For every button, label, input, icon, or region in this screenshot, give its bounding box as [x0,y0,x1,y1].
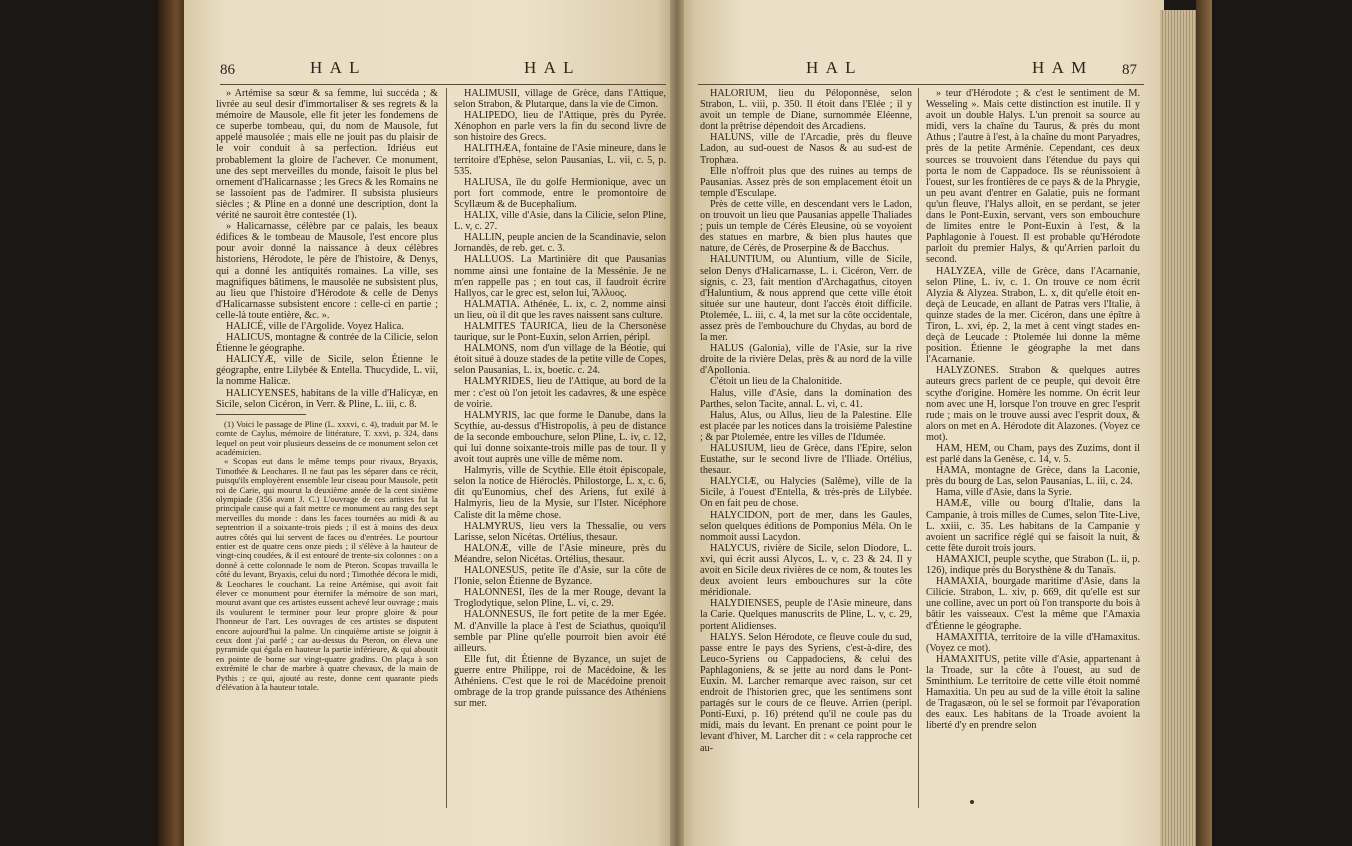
paragraph: HALMYRIDES, lieu de l'Attique, au bord de la mer : c'est où l'on jetoit les cadavres, & une espèce de voirie. [454,376,666,410]
paragraph: Près de cette ville, en descendant vers le Ladon, on trouvoit un lieu que Pausanias appelle Thaliades ; puis un temple de Cérès Eleusine, où se voyoient des statues en marbre, & bien plus hautes que nature, de Cérès, de Proserpine & de Bacchus. [700,198,912,255]
paragraph: HALYDIENSES, peuple de l'Asie mineure, dans la Carie. Quelques manuscrits de Pline, L. v, c. 29, portent Alidienses. [700,598,912,632]
paragraph: Elle n'offroit plus que des ruines au temps de Pausanias. Assez près de son emplacement étoit un temple d'Esculape. [700,165,912,199]
paragraph: C'étoit un lieu de la Chalonitide. [710,376,842,388]
paragraph: HALLUOS. La Martinière dit que Pausanias nomme ainsi une fontaine de la Messénie. Je ne m'en rappelle pas ; en tout cas, il faudroit écrire Hallyos, car le grec est, selon lui, Ἅλλυος. [454,254,666,299]
paragraph: Halmyris, ville de Scythie. Elle étoit épiscopale, selon la notice de Hiéroclès. Philostorge, L. x, c. 6, dit qu'Eunomius, chef des Ariens, fut exilé à Halmyris, lieu de la Mysie, sur l'Ister. Nicéphore Caliste dit la même chose. [454,465,666,521]
right-page-column-2 [926,88,1140,808]
paragraph: HALMATIA. Athénée, L. ix, c. 2, nomme ainsi un lieu, où il dit que les raves naissent sans culture. [454,298,666,321]
paragraph: HALMYRIS, lac que forme le Danube, dans la Scythie, au-dessus d'Histropolis, à peu de distance de la seconde embouchure, selon Pline, L. iv, c. 12, qui lui donne soixante-trois mille pas de tour. Il y avoit tout auprès une ville de même nom. [454,409,666,466]
paragraph: HALYCIÆ, ou Halycies (Salême), ville de la Sicile, à l'ouest d'Entella, & très-près de Lilybée. On en fait peu de chose. [700,476,912,510]
footnote-rule [216,414,306,415]
page-number: 86 [220,62,235,78]
page-edges [1160,10,1196,846]
paragraph: HALICUS, montagne & contrée de la Cilicie, selon Étienne le géographe. [216,332,438,355]
paragraph: HALUS (Galonia), ville de l'Asie, sur la rive droite de la rivière Delas, près & au nord de la ville d'Apollonia. [700,343,912,377]
paragraph: HALIMUSII, village de Grèce, dans l'Attique, selon Strabon, & Plutarque, dans la vie de Cimon. [454,88,666,111]
paragraph: HALICYENSES, habitans de la ville d'Halicyæ, en Sicile, selon Cicéron, in Verr. & Pline, L. iii, c. 8. [216,387,438,410]
right-page-column-1 [700,88,912,808]
page-speck [970,800,974,804]
left-page-column-1 [216,88,438,808]
paragraph: HAMÆ, ville ou bourg d'Italie, dans la Campanie, à trois milles de Cumes, selon Tite-Live, L. xxiii, c. 35. Les habitans de la Campanie y avoient un sacrifice réglé qui se faisoit la nuit, & cette fête duroit trois jours. [926,498,1140,554]
paragraph: Elle fut, dit Étienne de Byzance, un sujet de guerre entre Philippe, roi de Macédoine, & les Athéniens. C'est que le roi de Macédoine prenoit ombrage de la trop grande puissance des Athéniens sur mer. [454,653,666,710]
column-divider [918,88,919,808]
paragraph: HALONÆ, ville de l'Asie mineure, près du Méandre, selon Nicétas. Ortélius, thesaur. [454,542,666,565]
column-divider [446,88,447,808]
paragraph: HALICÉ, ville de l'Argolide. Voyez Halica. [226,320,404,332]
paragraph: » teur d'Hérodote ; & c'est le sentiment de M. Wesseling ». Mais cette distinction est inutile. Il y avoit un double Halys. L'un prenoit sa source au midi, vers la chaîne du Taurus, & près du mont Athus ; l'autre à l'est, à la chaîne du mont Paryadres, près de la petite Arménie. Cependant, ces deux sources se trouvoient dans l'étendue du pays qui porta le nom de Cappadoce. Ils se réunissoient à l'ouest, sur les frontières de ce pays & de la Phrygie, un peu avant d'entrer en Galatie, puis ne formant qu'un fleuve, l'Halys alloit, en se perdant, se jeter dans le Pont-Euxin, servant, vers son embouchure de limites entre le Pont-Euxin à l'est, & la Paphlagonie à l'ouest. Il est probable qu'Hérodote parloit du premier Halys, & qu'Arrien parloit du second. [926,88,1140,266]
footnote: (1) Voici le passage de Pline (L. xxxvi, c. 4), traduit par M. le comte de Caylus, mémoire de littérature, T. xxvi, p. 324, dans lequel on peut voir plusieurs desseins de ce monument selon cet académicien. [216,418,438,457]
paragraph: HAMAXITIA, territoire de la ville d'Hamaxitus. (Voyez ce mot). [926,631,1140,654]
paragraph: HALMONS, nom d'un village de la Béotie, qui étoit situé à douze stades de la petite ville de Copes, selon Pausanias, L. ix, boetic. c. 24. [454,343,666,377]
paragraph: » Artémise sa sœur & sa femme, lui succéda ; & livrée au seul desir d'immortaliser & ses regrets & la mémoire de Mausole, elle fit jeter les fondemens de ce superbe tombeau, qui, du nom de Mausole, fut appelé mausolée ; mais elle ne jouit pas du plaisir de le voir conduit à sa perfection. Idriéus eut probablement la gloire de l'achever. Ce monument, une des sept merveilles du monde, faisoit le plus bel ornement d'Halicarnasse ; les Grecs & les Romains ne se lassoient pas de l'admirer. Il subsista plusieurs siècles ; & Pline en a donné une description, dont la vérité ne sauroit être contestée (1). [216,88,438,222]
running-head-left: H A L [806,58,858,77]
paragraph: HALMYRUS, lieu vers la Thessalie, ou vers Larisse, selon Nicétas. Ortélius, thesaur. [454,520,666,543]
paragraph: HALONNESUS, île fort petite de la mer Egée. M. d'Anville la place à l'est de Sciathus, quoiqu'il semble par Pline qu'elle pourroit bien avoir été ailleurs. [454,609,666,654]
paragraph: Halus, ville d'Asie, dans la domination des Parthes, selon Tacite, annal. L. vi, c. 41. [700,387,912,410]
paragraph: HALITHÆA, fontaine de l'Asie mineure, dans le territoire d'Ephèse, selon Pausanias, L. vii, c. 5, p. 535. [454,143,666,177]
paragraph: HALLIN, peuple ancien de la Scandinavie, selon Jornandès, de reb. get. c. 3. [454,232,666,255]
paragraph: HAMA, montagne de Grèce, dans la Laconie, près du bourg de Las, selon Pausanias, L. iii, c. 24. [926,465,1140,488]
right-page [676,0,1164,846]
running-head-right: H A M [1032,58,1089,77]
paragraph: HALIUSA, île du golfe Hermionique, avec un port fort commode, entre le promontoire de Scyllæum & de Bucephalium. [454,176,666,210]
paragraph: HALYZEA, ville de Grèce, dans l'Acarnanie, selon Pline, L. iv, c. 1. On trouve ce nom écrit Alyzia & Alyzea. Strabon, L. x, dit qu'elle étoit en-deçà de Leucade, en allant de Patras vers l'Italie, à quinze stades de la mer. Cicéron, dans une épître à Tiron, L. xvi, ép. 2, la met à cent vingt stades en-deçà de Leucade : Ptolemée lui donne la même position. Étienne le géographe la met dans l'Acarnanie. [926,265,1140,366]
paragraph: HALONESUS, petite île d'Asie, sur la côte de l'Ionie, selon Étienne de Byzance. [454,565,666,588]
paragraph: HAM, HEM, ou Cham, pays des Zuzims, dont il est parlé dans la Genèse, c. 14, v. 5. [926,443,1140,466]
paragraph: » Halicarnasse, célèbre par ce palais, les beaux édifices & le tombeau de Mausole, l'est encore plus pour avoir donné la naissance à deux célèbres historiens, Hérodote, le père de l'histoire, & Denys, qui a donné les antiquités romaines. La ville, ses magnifiques bâtimens, le mausolée ne subsistent plus, au lieu que l'histoire d'Hérodote & celle de Denys d'Halicarnasse subsistent encore : celle-ci en partie ; celle-là toute entière, &c. ». [216,221,438,321]
footnote: « Scopas eut dans le même temps pour rivaux, Bryaxis, Timothée & Leochares. Il ne faut pas les séparer dans ce récit, puisqu'ils employèrent ensemble leur ciseau pour Mausole, petit roi de Carie, qui mourut la deuxième année de la cent sixième olympiade (356 avant J. C.) L'ouvrage de ces artistes fut la principale cause qui a fait mettre ce monument au rang des sept merveilles du monde : dans les faces tournées au midi & au septentrion il a soixante-trois pieds ; il est à moins des deux autres côtés qui lui servent de faces ou d'entrées. Le pourtour entier est de quatre cens onze pieds ; il s'élève à la hauteur de vingt-cinq coudées, & il est entouré de trente-six colonnes : on a donné à cette colonnade le nom de Pteron. Scopas travailla le côté du levant, Bryaxis, celui du nord ; Timothée décora le midi, & Leochares le couchant. La reine Artémise, qui avoit fait élever ce monument pour éternifer la mémoire de son mari, mourut avant que ces artistes eussent achevé leur ouvrage ; mais ils voulurent le terminer pour leur propre gloire & pour l'honneur de l'art. Les ouvrages de ces artistes se disputent encore aujourd'hui la palme. Un cinquième artiste se joignit à ceux dont j'ai parlé ; car au-dessus du Pteron, on éleva une pyramide qui égala en hauteur la partie inférieure, & qui aboutit en pointe de borne sur vingt-quatre gradins. On plaça à son extrémité le char de marbre à quatre chevaux, de la main de Pythis ; ce qui, ajouté au reste, donne cent quarante pieds d'élévation à la hauteur totale. [216,456,438,693]
paragraph: HALIPEDO, lieu de l'Attique, près du Pyrée. Xénophon en parle vers la fin du second livre de son histoire des Grecs. [454,110,666,144]
paragraph: HALYCIDON, port de mer, dans les Gaules, selon quelques éditions de Pomponius Méla. On le nommoit aussi Lacydon. [700,509,912,543]
paragraph: HALIX, ville d'Asie, dans la Cilicie, selon Pline, L. v, c. 27. [454,210,666,233]
paragraph: HALYS. Selon Hérodote, ce fleuve coule du sud, passe entre le pays des Syriens, c'est-à-dire, des Leuco-Syriens ou Cappadociens, & celui des Paphlagoniens, & se jette au nord dans le Pont-Euxin. M. Larcher remarque avec raison, sur cet endroit de l'historien grec, que les sentimens sont partagés sur le cours de ce fleuve. Arrien (peripl. Ponti-Euxi, p. 16) prétend qu'il ne coule pas du midi, mais du levant. En prenant ce point pour le levant d'hiver, M. Larcher dit : « cela rapproche cet au- [700,631,912,754]
paragraph: HAMAXICI, peuple scythe, que Strabon (L. ii, p. 126), indique près du Borysthène & du Tanaïs. [926,553,1140,577]
paragraph: HALUSIUM, lieu de Grèce, dans l'Epire, selon Eustathe, sur le second livre de l'Iliade. Ortélius, thesaur. [700,443,912,477]
header-rule [698,84,1144,85]
paragraph: HALUNS, ville de l'Arcadie, près du fleuve Ladon, au sud-ouest de Nasos & au sud-est de Trophæa. [700,132,912,166]
book-cover-right [1196,0,1212,846]
left-page [184,0,676,846]
paragraph: Hama, ville d'Asie, dans la Syrie. [936,487,1072,499]
paragraph: HALMITES TAURICA, lieu de la Chersonèse taurique, sur le Pont-Euxin, selon Arrien, péripl. [454,320,666,344]
paragraph: Halus, Alus, ou Allus, lieu de la Palestine. Elle est placée par les notices dans la troisième Palestine ; & par Ptolemée, entre les villes de l'Idumée. [700,409,912,443]
paragraph: HALYCUS, rivière de Sicile, selon Diodore, L. xvi, qui écrit aussi Alycos, L. v, c. 23 & 24. Il y avoit en Sicile deux rivières de ce nom, & toutes les deux avoient leurs embouchures sur la côte méridionale. [700,542,912,599]
paragraph: HALUNTIUM, ou Aluntium, ville de Sicile, selon Denys d'Halicarnasse, L. i. Cicéron, Verr. de signis, c. 23, fait mention d'Archagathus, citoyen d'Haluntium, & nous apprend que cette ville étoit située sur une hauteur, dont l'accès étoit difficile. Ptolemée, L. iii, c. 4, la met sur la côte occidentale, assez près de l'embouchure du Chydas, au bord de la mer. [700,254,912,344]
running-head-right: H A L [524,58,576,77]
paragraph: HALONNESI, îles de la mer Rouge, devant la Troglodytique, selon Pline, L. vi, c. 29. [454,587,666,610]
paragraph: HALICYÆ, ville de Sicile, selon Étienne le géographe, entre Lilybée & Entella. Thucydide, L. vii, la nomme Halicæ. [216,354,438,388]
paragraph: HALORIUM, lieu du Péloponnèse, selon Strabon, L. viii, p. 350. Il étoit dans l'Elée ; il y avoit un temple de Diane, surnommée Eléenne, dont la prêtrise dépendoit des Arcadiens. [700,88,912,133]
running-head-left: H A L [310,58,362,77]
paragraph: HAMAXITUS, petite ville d'Asie, appartenant à la Troade, sur la côte à l'ouest, au sud de Sminthium. Le territoire de cette ville étoit nommé Hamaxitia. Un peu au sud de la ville étoit la saline de Tragasæon, où le sel se formoit par l'évaporation des eaux. Les habitans de la Troade avoient la liberté d'y en prendre selon [926,653,1140,732]
page-number: 87 [1122,62,1137,78]
left-page-column-2 [454,88,666,808]
paragraph: HALYZONES. Strabon & quelques autres auteurs grecs parlent de ce peuple, qui devoit être scythe d'origine. Homère les nomme. On écrit leur nom avec une H, lorsque l'on trouve en grec l'esprit rude ; mais on le trouve aussi avec l'esprit doux, & alors on met en A. Hérodote dit Alazones. (Voyez ce mot). [926,365,1140,443]
paragraph: HAMAXIA, bourgade maritime d'Asie, dans la Cilicie. Strabon, L. xiv, p. 669, dit qu'elle est sur une colline, avec un port où l'on transporte du bois à bâtir les vaisseaux. C'est la même que l'Amaxia d'Étienne le géographe. [926,576,1140,632]
header-rule [220,84,666,85]
book-gutter [670,0,684,846]
